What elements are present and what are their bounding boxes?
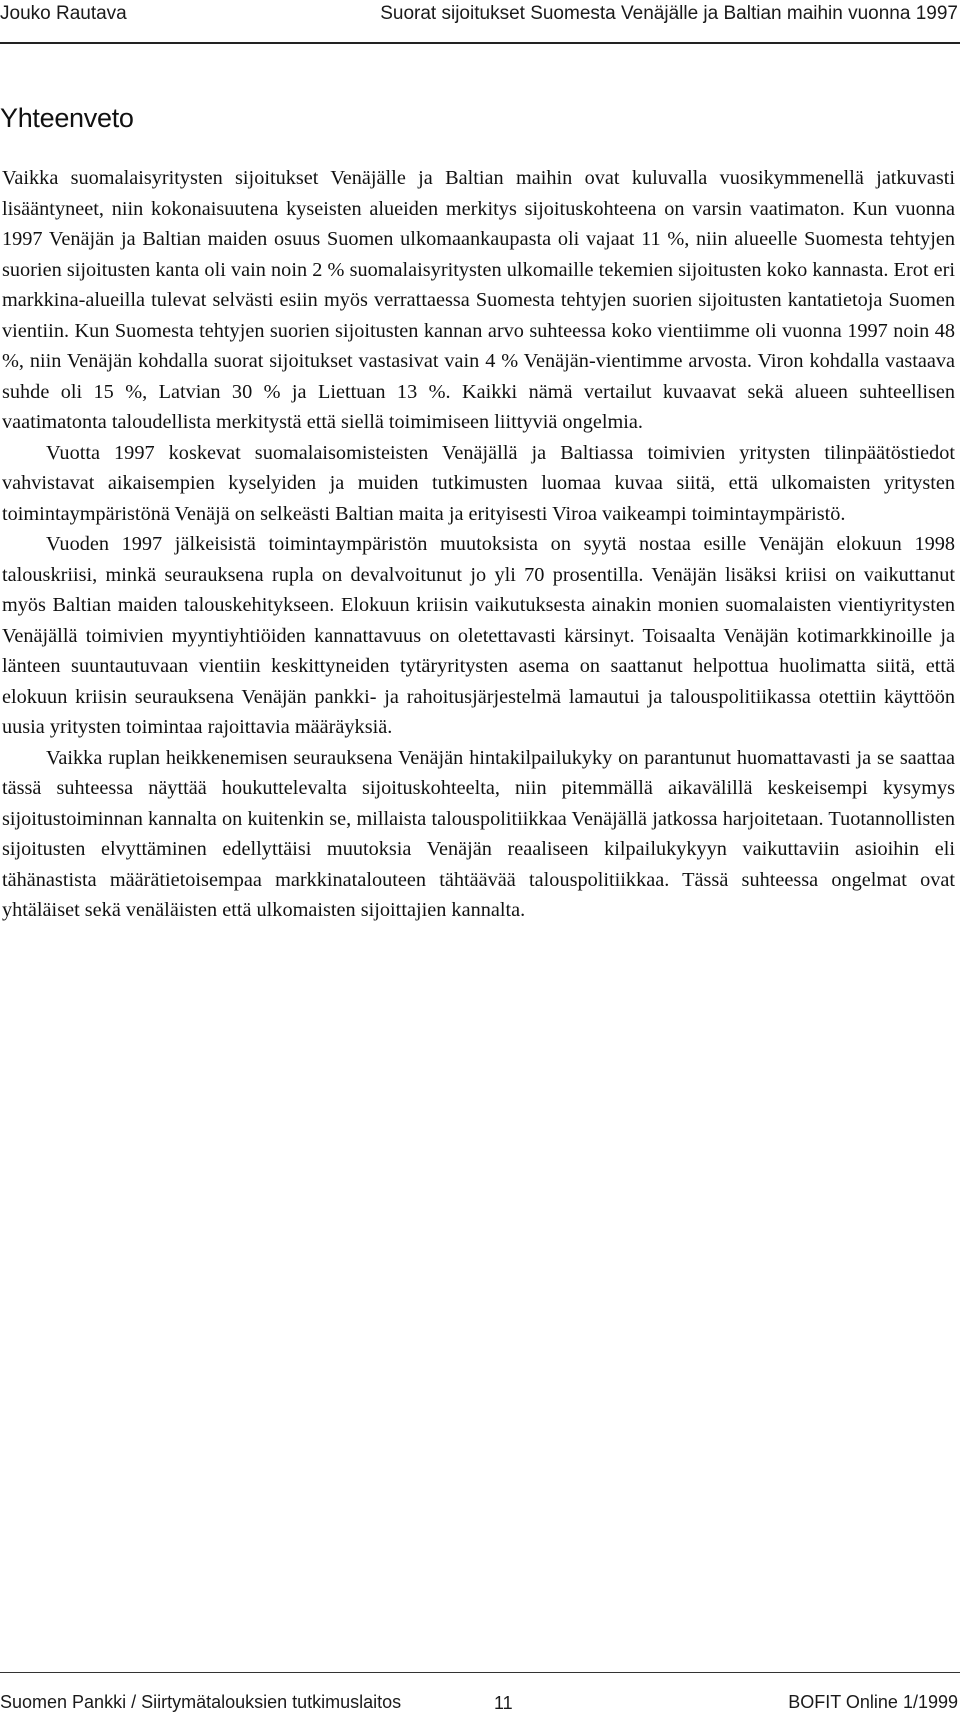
- paragraph: Vuotta 1997 koskevat suomalaisomisteisten Venäjällä ja Baltiassa toimivien yritysten tilinpäätöstiedot vahvistavat aikaisempien kyselyiden ja muiden tutkimusten luomaa kuvaa siitä, että ulkomaisten yritysten toimintaympäristönä Venäjä on selkeästi Baltian maita ja erityisesti Viroa vaikeampi toimintaympäristö.: [2, 441, 955, 525]
- page-header: [0, 0, 960, 46]
- page-footer: [0, 1672, 960, 1715]
- body-text: [2, 163, 955, 926]
- header-divider: [0, 42, 960, 44]
- footer-organization: Suomen Pankki / Siirtymätalouksien tutkimuslaitos: [0, 1692, 402, 1712]
- header-running-title: Suorat sijoitukset Suomesta Venäjälle ja Baltian maihin vuonna 1997: [380, 3, 958, 24]
- paragraph: Vaikka suomalaisyritysten sijoitukset Venäjälle ja Baltian maihin ovat kuluvalla vuosikymmenellä jatkuvasti lisääntyneet, niin kokonaisuutena kyseisten alueiden merkitys sijoituskohteena on varsin vaatimaton. Kun vuonna 1997 Venäjän ja Baltian maiden osuus Suomen ulkomaankaupasta oli vajaat 11 %, niin alueelle Suomesta tehtyjen suorien sijoitusten kanta oli vain noin 2 % suomalaisyritysten ulkomaille tekemien sijoitusten koko kannasta. Erot eri markkina-alueilla tulevat selvästi esiin myös verrattaessa Suomesta tehtyjen suorien sijoitusten kantatietoja Suomen vientiin. Kun Suomesta tehtyjen suorien sijoitusten kannan arvo suhteessa koko vientiimme oli vuonna 1997 noin 48 %, niin Venäjän kohdalla suorat sijoitukset vastasivat vain 4 % Venäjän-vientimme arvosta. Viron kohdalla vastaava suhde oli 15 %, Latvian 30 % ja Liettuan 13 %. Kaikki nämä vertailut kuvaavat sekä alueen suhteellisen vaatimatonta taloudellista merkitystä että siellä toimimiseen liittyviä ongelmia.: [2, 167, 955, 433]
- paragraph: Vuoden 1997 jälkeisistä toimintaympäristön muutoksista on syytä nostaa esille Venäjän elokuun 1998 talouskriisi, minkä seurauksena rupla on devalvoitunut jo yli 70 prosentilla. Venäjän lisäksi kriisi on vaikuttanut myös Baltian maiden talouskehitykseen. Elokuun kriisin vaikutuksesta ainakin monien suomalaisten vientiyritysten Venäjällä toimivien myyntiyhtiöiden kannattavuus on oletettavasti kärsinyt. Toisaalta Venäjän kotimarkkinoille ja länteen suuntautuvaan vientiin keskittyneiden tytäryritysten asema on saattanut helpottua huolimatta siitä, että elokuun kriisin seurauksena Venäjän pankki- ja rahoitusjärjestelmä lamautui ja talouspolitiikassa otettiin käyttöön uusia yritysten toimintaa rajoittavia määräyksiä.: [2, 533, 955, 738]
- footer-publication: BOFIT Online 1/1999: [788, 1692, 958, 1712]
- paragraph: Vaikka ruplan heikkenemisen seurauksena Venäjän hintakilpailukyky on parantunut huomattavasti ja se saattaa tässä suhteessa näyttää houkuttelevalta sijoituskohteelta, niin pitemmällä aikavälillä keskeisempi kysymys sijoitustoiminnan kannalta on kuitenkin se, millaista talouspolitiikkaa Venäjällä jatkossa harjoitetaan. Tuotannollisten sijoitusten elvyttäminen edellyttäisi muutoksia Venäjän reaaliseen kilpailukykyyn vaikuttaviin asioihin eli tähänastista määrätietoisempaa markkinatalouteen tähtäävää talouspolitiikkaa. Tässä suhteessa ongelmat ovat yhtäläiset sekä venäläisten että ulkomaisten sijoittajien kannalta.: [2, 746, 955, 921]
- section-heading: Yhteenveto: [0, 103, 134, 133]
- page-number: 11: [494, 1693, 513, 1713]
- header-author: Jouko Rautava: [0, 3, 127, 24]
- footer-divider: [0, 1672, 960, 1673]
